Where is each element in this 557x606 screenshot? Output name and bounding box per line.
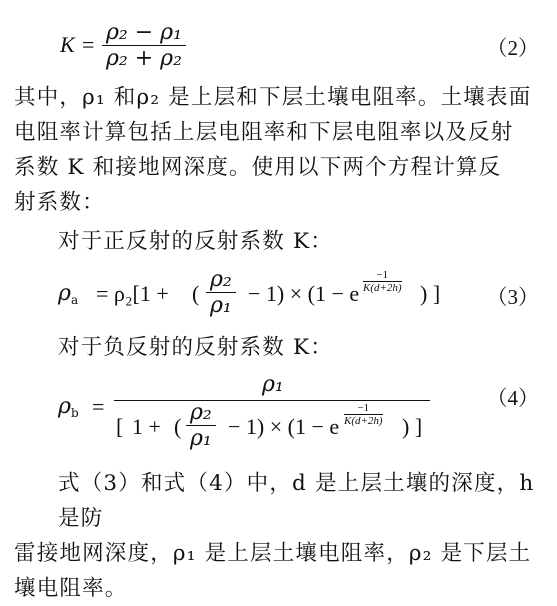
- eq2-equals: =: [82, 32, 95, 57]
- eq4-exp-num: −1: [344, 402, 383, 415]
- para1-line-1: 其中，ρ₁ 和ρ₂ 是上层和下层土壤电阻率。土壤表面: [14, 85, 532, 110]
- eq2-denominator: ρ₂ + ρ₂: [106, 46, 182, 71]
- eq3-exp-den: K(d+2h): [363, 282, 402, 294]
- para2-line-3: 壤电阻率。: [14, 576, 128, 601]
- eq4-equals: =: [92, 394, 105, 419]
- eq3-exp-num: −1: [363, 269, 402, 282]
- eq4-close: ) ]: [402, 414, 423, 439]
- eq3-open-paren: (: [192, 281, 200, 306]
- equation-2: [0, 20, 557, 80]
- eq2-numerator: ρ₂ − ρ₁: [102, 20, 186, 46]
- eq4-den-pre: 1 +: [132, 414, 161, 439]
- para2-line-2: 雷接地网深度，ρ₁ 是上层土壤电阻率，ρ₂ 是下层土: [14, 541, 532, 566]
- eq3-fraction: [206, 267, 236, 318]
- paragraph-2: [14, 466, 544, 606]
- eq3-lhs: $\rho_a$: [58, 281, 79, 307]
- equation-4: [0, 370, 557, 460]
- eq2-fraction: [102, 20, 186, 71]
- eq4-exponent: [344, 402, 383, 427]
- eq4-fraction-bar: [114, 400, 430, 401]
- para1-line-2: 电阻率计算包括上层电阻率和下层电阻率以及反射: [14, 120, 514, 145]
- eq4-lhs: $\rho_b$: [58, 394, 79, 420]
- eq4-frac-den: ρ₁: [190, 426, 212, 451]
- eq3-exponent: [363, 269, 402, 294]
- eq4-frac-num: ρ₂: [186, 400, 216, 426]
- eq3-body-pre: = ρ₂[1 +: [96, 281, 169, 306]
- para2-line-1: 式（3）和式（4）中，d 是上层土壤的深度，h 是防: [58, 471, 535, 531]
- eq3-body-mid: − 1) × (1 − e: [248, 281, 360, 306]
- eq4-exp-den: K(d+2h): [344, 415, 383, 427]
- eq4-den-mid: − 1) × (1 − e: [228, 414, 340, 439]
- para1-line-3: 系数 K 和接地网深度。使用以下两个方程计算反: [14, 155, 502, 180]
- eq3-frac-num: ρ₂: [206, 267, 236, 293]
- eq2-number: （2）: [486, 36, 539, 60]
- equation-3: [0, 265, 557, 325]
- eq4-inner-fraction: [186, 400, 216, 451]
- eq4-open-bracket: [: [116, 414, 124, 439]
- paragraph-1: [14, 80, 544, 220]
- para1-line-4: 射系数：: [14, 190, 105, 215]
- eq3-frac-den: ρ₁: [210, 293, 232, 318]
- eq3-close: ) ]: [420, 281, 441, 306]
- eq2-lhs: K: [60, 32, 75, 57]
- positive-reflection-label: 对于正反射的反射系数 K：: [58, 229, 333, 254]
- eq4-number: （4）: [486, 386, 539, 410]
- eq4-open-paren: (: [174, 414, 182, 439]
- eq3-number: （3）: [486, 285, 539, 309]
- negative-reflection-label: 对于负反射的反射系数 K：: [58, 335, 333, 360]
- eq4-numerator: ρ₁: [262, 372, 284, 397]
